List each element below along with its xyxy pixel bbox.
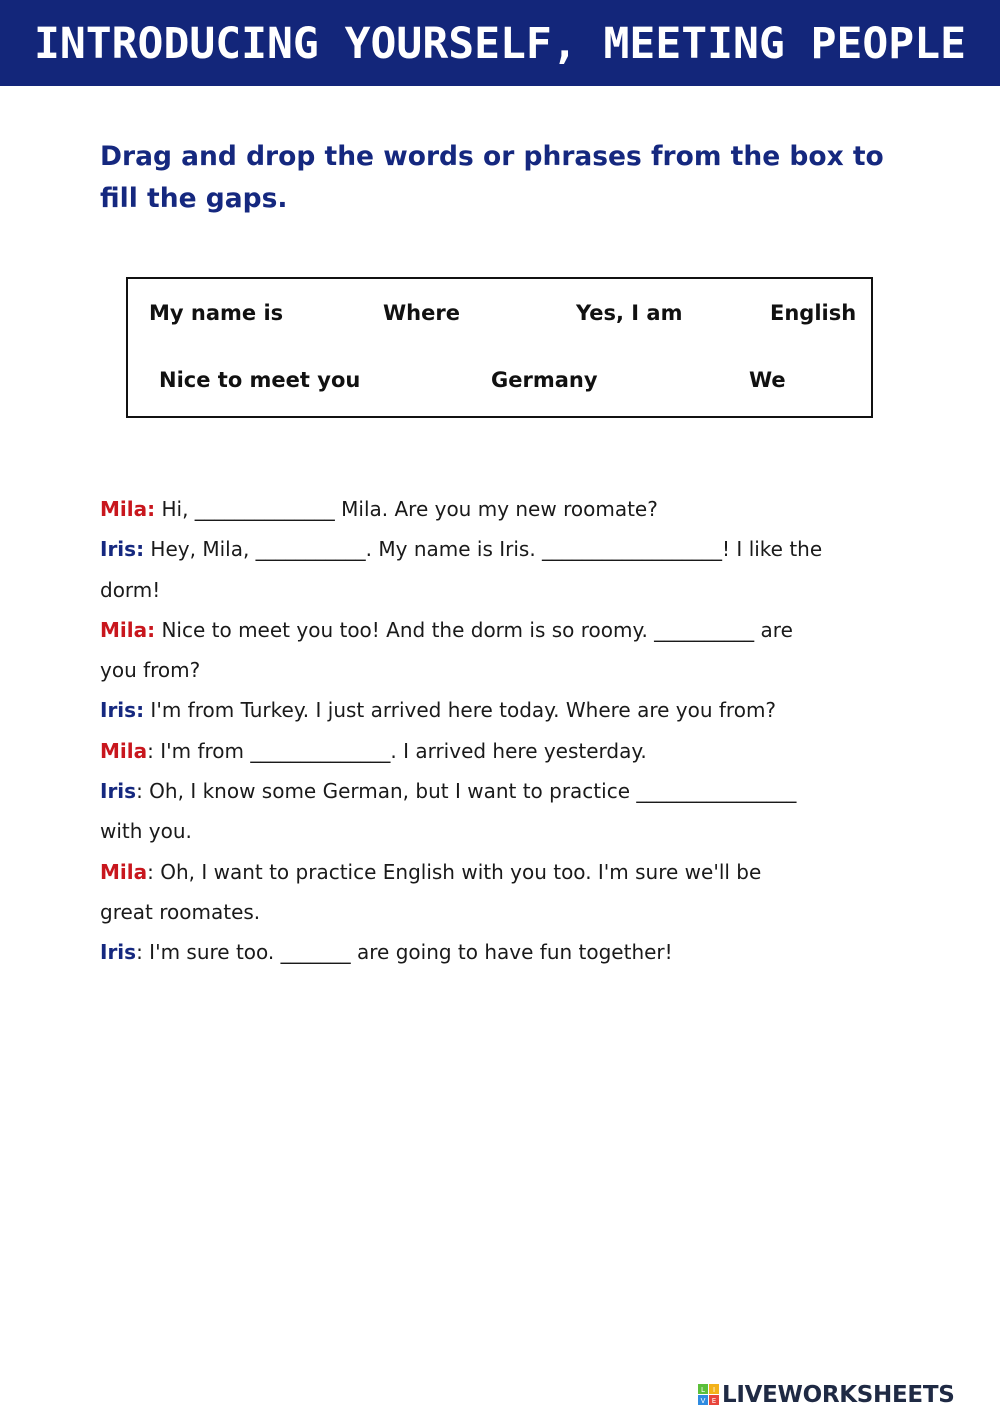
dialogue-line: [100, 690, 900, 730]
word-bank-item[interactable]: My name is: [149, 301, 284, 325]
dialogue-line: [100, 610, 900, 650]
word-bank-box: [126, 277, 873, 418]
dialogue-text: Hi, ______________ Mila. Are you my new roomate?: [155, 497, 658, 521]
speaker-name: Iris: [100, 940, 137, 965]
dialogue-text: I'm from Turkey. I just arrived here today. Where are you from?: [144, 698, 777, 723]
dialogue-text: you from?: [100, 658, 201, 683]
speaker-colon: :: [147, 859, 154, 884]
dialogue: [100, 489, 900, 973]
word-bank-item[interactable]: Where: [383, 301, 460, 325]
instruction-text: Drag and drop the words or phrases from the box to fill the gaps.: [100, 141, 884, 214]
speaker-name: Mila: [100, 738, 148, 763]
dialogue-line: [100, 811, 900, 851]
dialogue-line: [100, 852, 900, 892]
speaker-colon: :: [136, 537, 145, 562]
dialogue-line: [100, 570, 900, 610]
title-banner: [0, 0, 1000, 86]
dialogue-text: Nice to meet you too! And the dorm is so roomy. __________ are: [155, 617, 793, 642]
dialogue-line: [100, 731, 900, 771]
dialogue-text: I'm from ______________. I arrived here yesterday.: [153, 738, 647, 763]
speaker-colon: :: [147, 617, 156, 642]
speaker-colon: :: [136, 779, 143, 804]
dialogue-text: dorm!: [100, 577, 161, 602]
dialogue-line: [100, 650, 900, 690]
svg-text:E: E: [711, 1397, 717, 1405]
dialogue-line: [100, 489, 900, 529]
speaker-name: Iris: [100, 698, 137, 723]
dialogue-text: Oh, I want to practice English with you too. I'm sure we'll be: [153, 859, 762, 884]
dialogue-text: great roomates.: [100, 899, 261, 924]
dialogue-line: [100, 892, 900, 932]
word-bank-item[interactable]: Yes, I am: [576, 301, 683, 325]
speaker-name: Mila: [100, 617, 148, 642]
svg-text:L: L: [701, 1386, 705, 1394]
word-bank-item[interactable]: Germany: [491, 368, 598, 392]
speaker-colon: :: [147, 497, 156, 521]
dialogue-text: with you.: [100, 819, 192, 844]
speaker-colon: :: [136, 940, 143, 965]
speaker-name: Mila: [100, 859, 148, 884]
dialogue-line: [100, 529, 900, 569]
word-bank-item[interactable]: We: [749, 368, 786, 392]
liveworksheets-logo-icon: [698, 1384, 720, 1406]
dialogue-line: [100, 771, 900, 811]
speaker-name: Mila: [100, 497, 148, 521]
speaker-name: Iris: [100, 779, 137, 804]
svg-text:I: I: [712, 1386, 716, 1394]
speaker-colon: :: [147, 738, 154, 763]
dialogue-text: I'm sure too. _______ are going to have fun together!: [142, 940, 673, 965]
svg-text:V: V: [700, 1397, 706, 1405]
dialogue-text: Oh, I know some German, but I want to practice ________________: [142, 779, 797, 804]
liveworksheets-logo: [698, 1380, 998, 1410]
speaker-colon: :: [136, 698, 145, 723]
speaker-name: Iris: [100, 537, 137, 562]
dialogue-line: [100, 932, 900, 972]
dialogue-text: Hey, Mila, ___________. My name is Iris. __________________! I like the: [144, 537, 823, 562]
word-bank-item[interactable]: Nice to meet you: [159, 368, 361, 392]
word-bank-item[interactable]: English: [770, 301, 857, 325]
logo-text: LIVEWORKSHEETS: [722, 1382, 955, 1408]
page-title: INTRODUCING YOURSELF, MEETING PEOPLE: [34, 19, 966, 69]
